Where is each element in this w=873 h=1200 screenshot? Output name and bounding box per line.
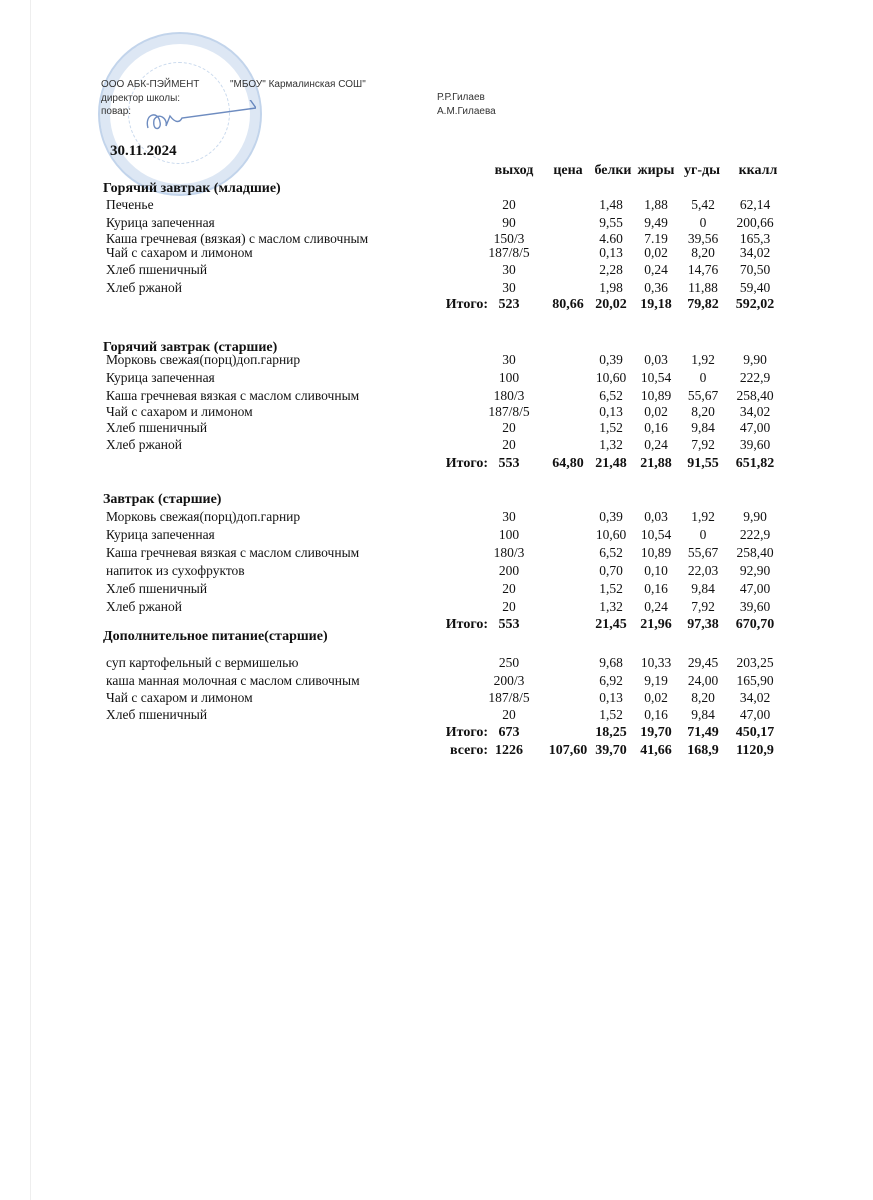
- cell-kcal: 258,40: [736, 545, 774, 560]
- subtotal-row: [0, 456, 873, 472]
- cell-carbs: 0: [699, 370, 707, 385]
- subtotal-protein: 21,45: [595, 617, 627, 632]
- table-row: [0, 545, 873, 561]
- table-row: [0, 509, 873, 525]
- cell-carbs: 11,88: [688, 280, 718, 295]
- table-row: [0, 215, 873, 231]
- cell-fat: 0,24: [644, 599, 668, 614]
- dish-name: Хлеб пшеничный: [106, 262, 208, 277]
- col-protein: белки: [594, 163, 632, 178]
- school-name: "МБОУ" Кармалинская СОШ": [230, 79, 366, 90]
- cell-carbs: 24,00: [687, 673, 719, 688]
- cell-kcal: 47,00: [739, 420, 771, 435]
- table-row: [0, 655, 873, 671]
- cell-kcal: 258,40: [736, 388, 774, 403]
- cell-carbs: 7,92: [691, 599, 715, 614]
- dish-name: Хлеб пшеничный: [106, 581, 208, 596]
- cell-kcal: 222,9: [739, 527, 771, 542]
- cell-fat: 0,24: [644, 262, 668, 277]
- cell-protein: 9,68: [599, 655, 623, 670]
- cell-carbs: 5,42: [691, 197, 715, 212]
- cell-kcal: 9,90: [743, 509, 767, 524]
- dish-name: Печенье: [106, 197, 154, 212]
- cell-carbs: 1,92: [691, 509, 715, 524]
- cell-carbs: 9,84: [691, 581, 715, 596]
- cell-output: 20: [502, 599, 516, 614]
- subtotal-carbs: 79,82: [687, 297, 719, 312]
- dish-name: Чай с сахаром и лимоном: [106, 404, 253, 419]
- subtotal-output: 553: [498, 617, 520, 632]
- dish-name: Каша гречневая вязкая с маслом сливочным: [106, 545, 360, 560]
- cell-fat: 0,03: [644, 509, 668, 524]
- dish-name: Чай с сахаром и лимоном: [106, 690, 253, 705]
- table-row: [0, 690, 873, 706]
- dish-name: Каша гречневая (вязкая) с маслом сливочным: [106, 231, 369, 246]
- cell-kcal: 39,60: [739, 437, 771, 452]
- table-row: [0, 280, 873, 296]
- cell-protein: 0,13: [599, 245, 623, 260]
- table-row: [0, 599, 873, 615]
- dish-name: каша манная молочная с маслом сливочным: [106, 673, 360, 688]
- cell-output: 90: [502, 215, 516, 230]
- cell-protein: 0,70: [599, 563, 623, 578]
- cell-output: 200: [498, 563, 520, 578]
- cell-output: 200/3: [493, 673, 525, 688]
- cell-carbs: 8,20: [691, 690, 715, 705]
- cell-protein: 1,32: [599, 437, 623, 452]
- cell-kcal: 165,3: [739, 231, 771, 246]
- col-kcal: ккалл: [738, 163, 778, 178]
- cell-kcal: 59,40: [739, 280, 771, 295]
- dish-name: Курица запеченная: [106, 527, 215, 542]
- table-row: [0, 370, 873, 386]
- section-title: Горячий завтрак (старшие): [103, 340, 278, 355]
- cell-protein: 0,13: [599, 404, 623, 419]
- section-title: Горячий завтрак (младшие): [103, 181, 281, 196]
- subtotal-output: 553: [498, 456, 520, 471]
- table-row: [0, 437, 873, 453]
- cell-kcal: 92,90: [739, 563, 771, 578]
- cell-fat: 0,16: [644, 707, 668, 722]
- cell-output: 187/8/5: [488, 690, 530, 705]
- cell-protein: 0,39: [599, 352, 623, 367]
- dish-name: Хлеб ржаной: [106, 437, 182, 452]
- dish-name: Морковь свежая(порц)доп.гарнир: [106, 352, 301, 367]
- section-title: Дополнительное питание(старшие): [103, 629, 328, 644]
- cell-output: 20: [502, 197, 516, 212]
- cell-carbs: 22,03: [687, 563, 719, 578]
- subtotal-row: [0, 297, 873, 313]
- subtotal-kcal: 670,70: [735, 617, 775, 632]
- cell-protein: 1,48: [599, 197, 623, 212]
- subtotal-row: [0, 725, 873, 741]
- subtotal-output: 523: [498, 297, 520, 312]
- table-row: [0, 245, 873, 261]
- cell-output: 20: [502, 420, 516, 435]
- cell-protein: 6,92: [599, 673, 623, 688]
- col-price: цена: [553, 163, 583, 178]
- cell-fat: 0,02: [644, 245, 668, 260]
- cell-fat: 10,89: [640, 545, 672, 560]
- dish-name: Хлеб пшеничный: [106, 707, 208, 722]
- cell-output: 30: [502, 262, 516, 277]
- cell-output: 187/8/5: [488, 404, 530, 419]
- table-row: [0, 707, 873, 723]
- dish-name: Курица запеченная: [106, 370, 215, 385]
- section-title: Завтрак (старшие): [103, 492, 222, 507]
- cell-carbs: 8,20: [691, 245, 715, 260]
- cell-fat: 10,89: [640, 388, 672, 403]
- org-name: ООО АБК-ПЭЙМЕНТ: [101, 79, 200, 90]
- section-header-row: [0, 181, 873, 197]
- cell-protein: 1,32: [599, 599, 623, 614]
- subtotal-fat: 21,88: [640, 456, 672, 471]
- dish-name: Курица запеченная: [106, 215, 215, 230]
- subtotal-fat: 19,70: [640, 725, 672, 740]
- table-row: [0, 197, 873, 213]
- director-label: директор школы:: [101, 93, 181, 104]
- cell-output: 150/3: [493, 231, 525, 246]
- table-row: [0, 527, 873, 543]
- dish-name: суп картофельный с вермишелью: [106, 655, 299, 670]
- cell-protein: 0,13: [599, 690, 623, 705]
- cell-carbs: 39,56: [687, 231, 719, 246]
- cell-fat: 0,02: [644, 690, 668, 705]
- cell-carbs: 55,67: [687, 388, 719, 403]
- subtotal-protein: 18,25: [595, 725, 627, 740]
- table-row: [0, 420, 873, 436]
- cell-protein: 10,60: [595, 370, 627, 385]
- cell-fat: 10,54: [640, 370, 672, 385]
- grand-total-fat: 41,66: [640, 743, 672, 758]
- subtotal-kcal: 651,82: [735, 456, 775, 471]
- grand-total-output: 1226: [495, 743, 523, 758]
- cell-protein: 10,60: [595, 527, 627, 542]
- subtotal-kcal: 450,17: [735, 725, 775, 740]
- cell-kcal: 70,50: [739, 262, 771, 277]
- cell-carbs: 1,92: [691, 352, 715, 367]
- table-row: [0, 673, 873, 689]
- cell-protein: 0,39: [599, 509, 623, 524]
- grand-total-protein: 39,70: [595, 743, 627, 758]
- cell-kcal: 47,00: [739, 707, 771, 722]
- table-row: [0, 563, 873, 579]
- cell-protein: 1,98: [599, 280, 623, 295]
- subtotal-price: 64,80: [552, 456, 584, 471]
- grand-total-kcal: 1120,9: [736, 743, 774, 758]
- section-header-row: [0, 492, 873, 508]
- cell-kcal: 62,14: [739, 197, 771, 212]
- dish-name: Чай с сахаром и лимоном: [106, 245, 253, 260]
- cell-protein: 9,55: [599, 215, 623, 230]
- cell-kcal: 165,90: [736, 673, 774, 688]
- col-carbs: уг-ды: [683, 163, 721, 178]
- subtotal-label: Итого:: [445, 297, 488, 312]
- cell-protein: 4.60: [599, 231, 623, 246]
- cell-carbs: 9,84: [691, 420, 715, 435]
- subtotal-carbs: 97,38: [687, 617, 719, 632]
- grand-total-price: 107,60: [548, 743, 588, 758]
- cell-output: 187/8/5: [488, 245, 530, 260]
- grand-total-carbs: 168,9: [687, 743, 719, 758]
- cell-kcal: 9,90: [743, 352, 767, 367]
- table-row: [0, 262, 873, 278]
- cell-carbs: 0: [699, 215, 707, 230]
- grand-total-row: [0, 743, 873, 759]
- cell-fat: 1,88: [644, 197, 668, 212]
- subtotal-carbs: 91,55: [687, 456, 719, 471]
- cell-kcal: 200,66: [736, 215, 774, 230]
- cell-carbs: 9,84: [691, 707, 715, 722]
- col-output: выход: [494, 163, 534, 178]
- cell-fat: 10,33: [640, 655, 672, 670]
- subtotal-fat: 19,18: [640, 297, 672, 312]
- cell-protein: 6,52: [599, 388, 623, 403]
- cell-protein: 1,52: [599, 581, 623, 596]
- cell-carbs: 0: [699, 527, 707, 542]
- cell-kcal: 34,02: [739, 404, 771, 419]
- cook-name: А.М.Гилаева: [437, 106, 496, 117]
- cell-protein: 2,28: [599, 262, 623, 277]
- subtotal-price: 80,66: [552, 297, 584, 312]
- cell-carbs: 29,45: [687, 655, 719, 670]
- dish-name: Хлеб ржаной: [106, 599, 182, 614]
- cell-carbs: 8,20: [691, 404, 715, 419]
- subtotal-fat: 21,96: [640, 617, 672, 632]
- table-row: [0, 581, 873, 597]
- subtotal-protein: 20,02: [595, 297, 627, 312]
- cell-carbs: 14,76: [687, 262, 719, 277]
- table-row: [0, 388, 873, 404]
- cell-output: 20: [502, 437, 516, 452]
- cell-fat: 9,19: [644, 673, 668, 688]
- subtotal-label: Итого:: [445, 456, 488, 471]
- subtotal-output: 673: [498, 725, 520, 740]
- cell-fat: 9,49: [644, 215, 668, 230]
- dish-name: напиток из сухофруктов: [106, 563, 245, 578]
- cell-fat: 7.19: [644, 231, 668, 246]
- cell-output: 180/3: [493, 388, 525, 403]
- dish-name: Хлеб пшеничный: [106, 420, 208, 435]
- dish-name: Хлеб ржаной: [106, 280, 182, 295]
- cell-protein: 6,52: [599, 545, 623, 560]
- cell-output: 250: [498, 655, 520, 670]
- cell-fat: 0,02: [644, 404, 668, 419]
- subtotal-carbs: 71,49: [687, 725, 719, 740]
- cell-fat: 10,54: [640, 527, 672, 542]
- cell-output: 30: [502, 509, 516, 524]
- subtotal-label: Итого:: [445, 725, 488, 740]
- cell-output: 30: [502, 352, 516, 367]
- cook-label: повар:: [101, 106, 132, 117]
- cell-kcal: 47,00: [739, 581, 771, 596]
- table-row: [0, 404, 873, 420]
- subtotal-protein: 21,48: [595, 456, 627, 471]
- cell-output: 20: [502, 707, 516, 722]
- cell-output: 30: [502, 280, 516, 295]
- dish-name: Каша гречневая вязкая с маслом сливочным: [106, 388, 360, 403]
- cell-output: 100: [498, 527, 520, 542]
- cell-protein: 1,52: [599, 420, 623, 435]
- cell-carbs: 55,67: [687, 545, 719, 560]
- cell-fat: 0,10: [644, 563, 668, 578]
- col-fat: жиры: [637, 163, 675, 178]
- section-header-row: [0, 629, 873, 645]
- dish-name: Морковь свежая(порц)доп.гарнир: [106, 509, 301, 524]
- cell-kcal: 222,9: [739, 370, 771, 385]
- signature: [136, 100, 256, 136]
- subtotal-kcal: 592,02: [735, 297, 775, 312]
- cell-output: 20: [502, 581, 516, 596]
- grand-total-label: всего:: [449, 743, 488, 758]
- cell-fat: 0,16: [644, 581, 668, 596]
- cell-protein: 1,52: [599, 707, 623, 722]
- cell-fat: 0,03: [644, 352, 668, 367]
- cell-fat: 0,16: [644, 420, 668, 435]
- cell-output: 180/3: [493, 545, 525, 560]
- cell-output: 100: [498, 370, 520, 385]
- document-date: 30.11.2024: [110, 143, 177, 159]
- cell-kcal: 34,02: [739, 245, 771, 260]
- cell-fat: 0,36: [644, 280, 668, 295]
- subtotal-label: Итого:: [445, 617, 488, 632]
- table-row: [0, 352, 873, 368]
- cell-carbs: 7,92: [691, 437, 715, 452]
- cell-fat: 0,24: [644, 437, 668, 452]
- cell-kcal: 34,02: [739, 690, 771, 705]
- cell-kcal: 39,60: [739, 599, 771, 614]
- director-name: Р.Р.Гилаев: [437, 92, 485, 103]
- cell-kcal: 203,25: [736, 655, 774, 670]
